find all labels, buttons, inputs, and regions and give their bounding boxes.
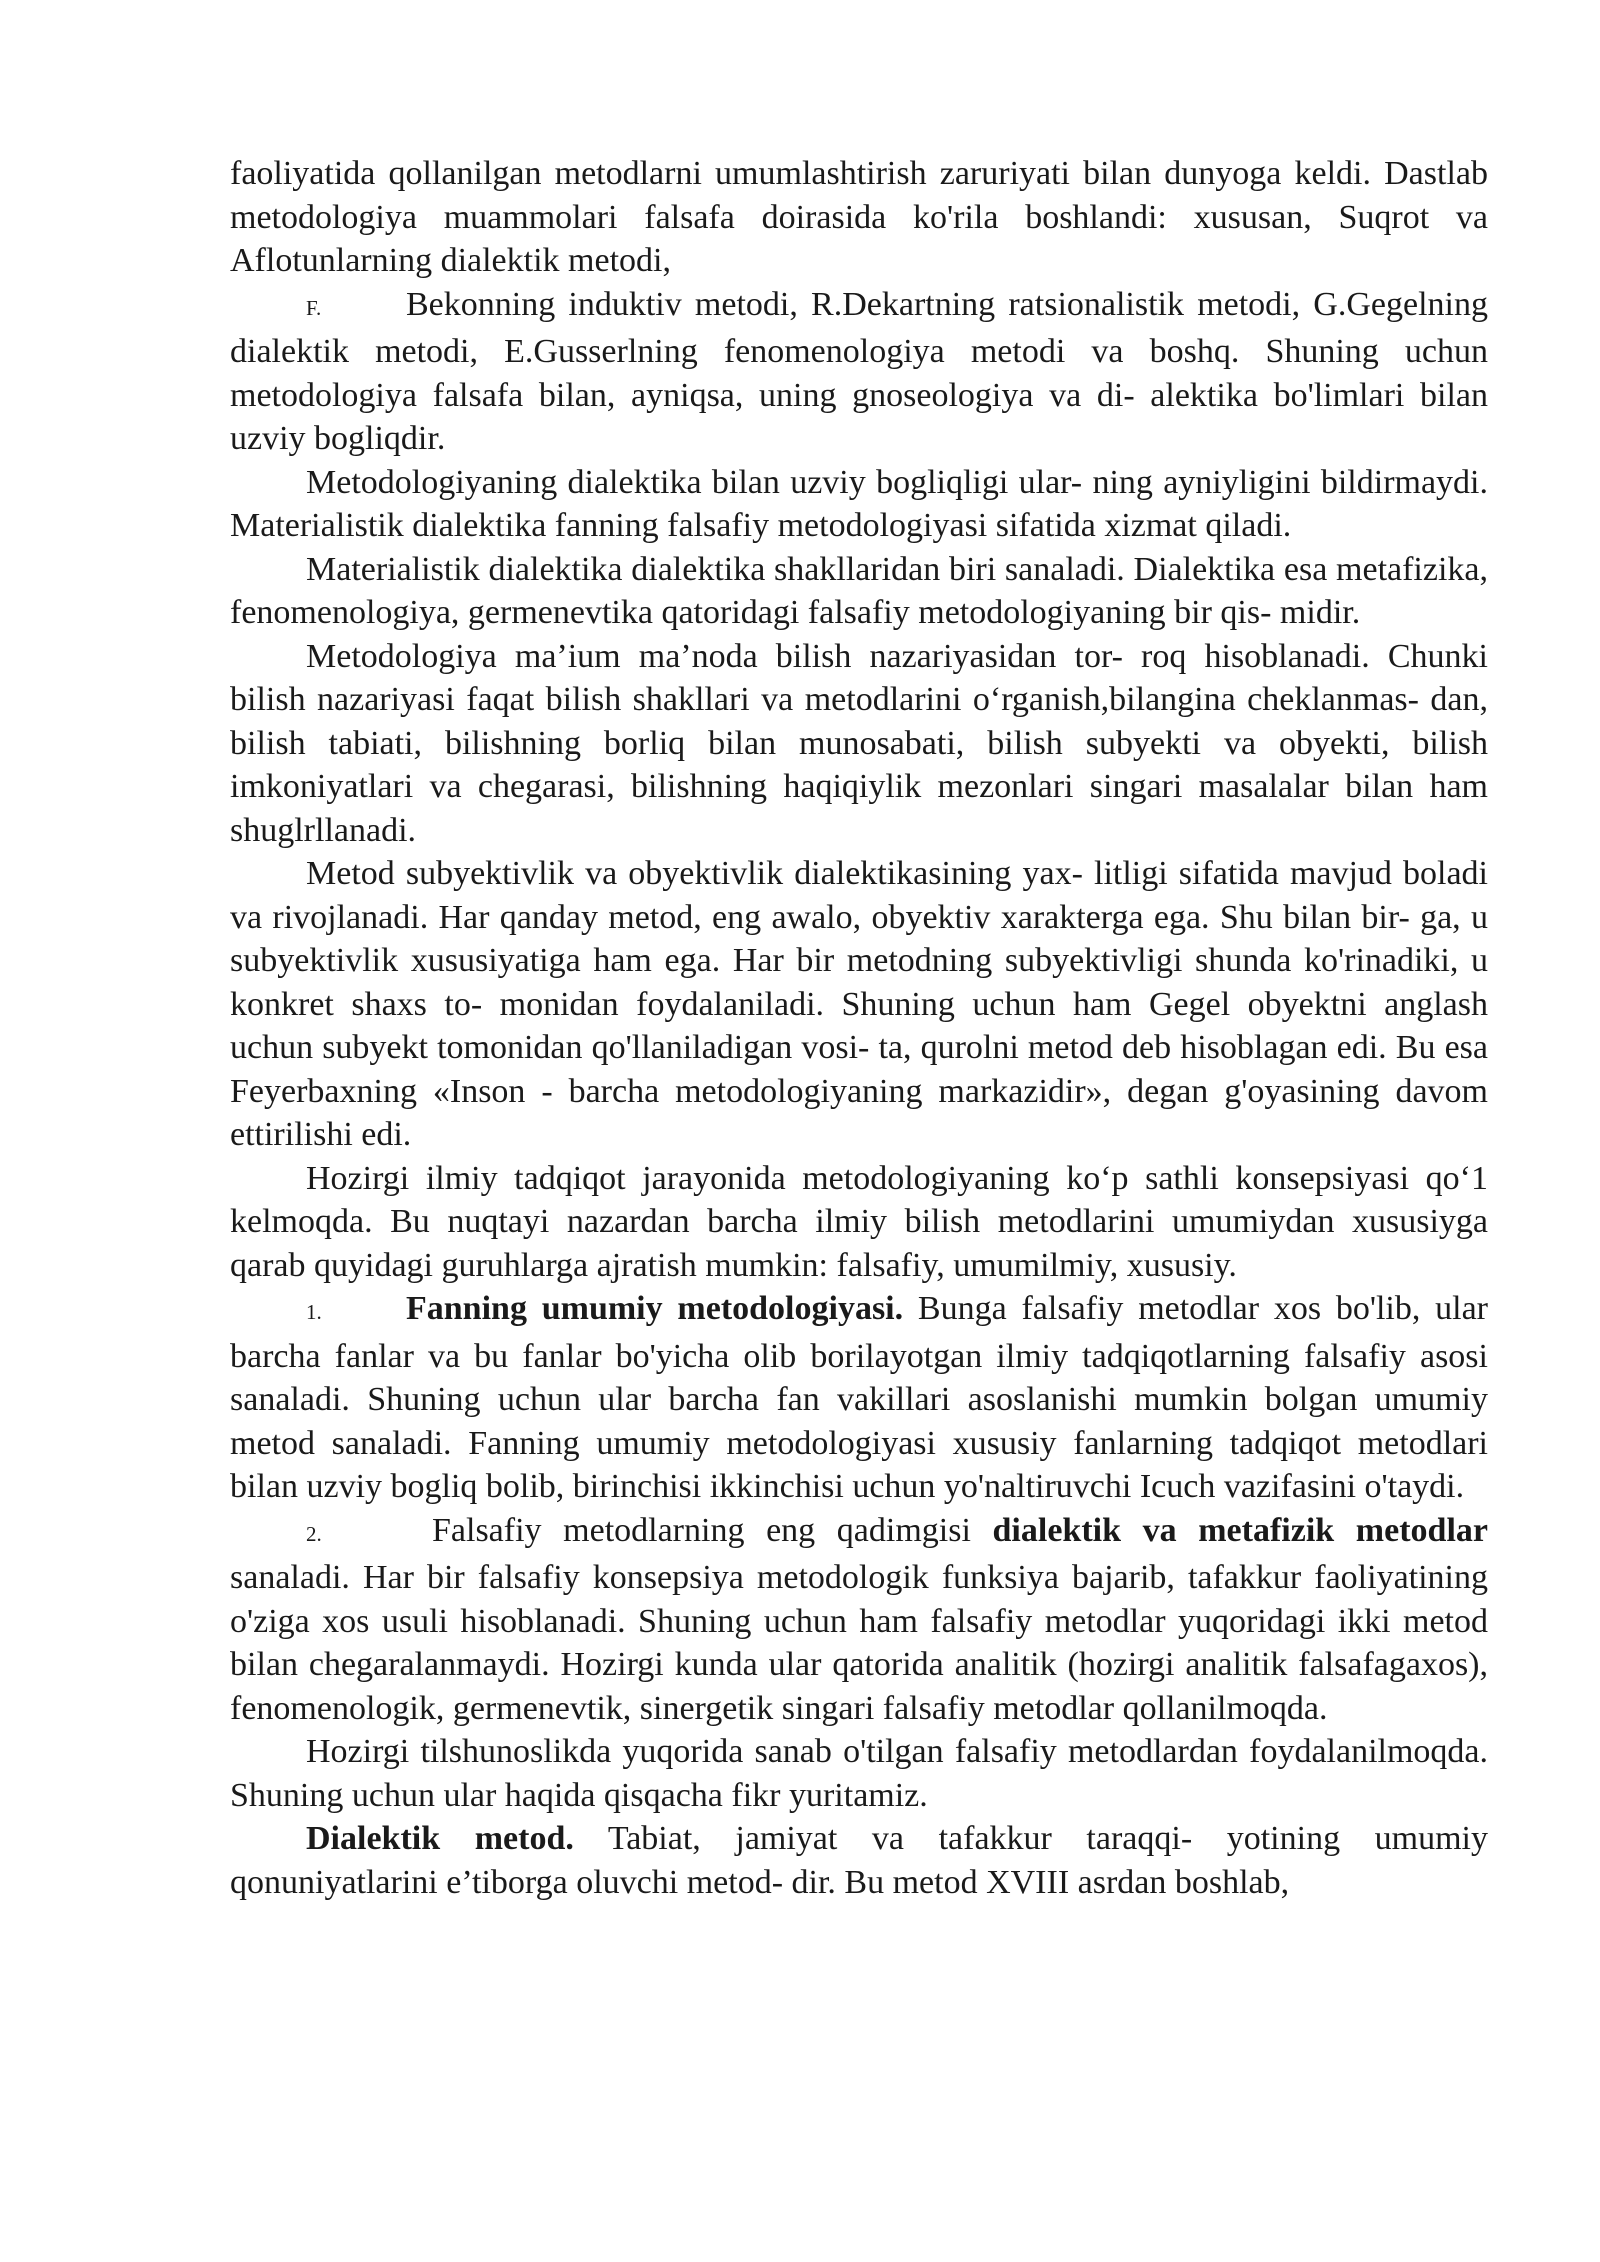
paragraph-10: Hozirgi tilshunoslikda yuqorida sanab o'tilgan falsafiy metodlardan foydalanilmoqda. Shuning uchun ular haqida qisqacha fikr yuritamiz.: [230, 1733, 1488, 1814]
paragraph-7: Hozirgi ilmiy tadqiqot jarayonida metodologiyaning ko‘p sathli konsepsiyasi qo‘1 kelmoqda. Bu nuqtayi nazardan barcha ilmiy bilish metodlarini umumiydan xususiyga qarab quyidagi guruhlarga ajratish mumkin: falsafiy, umumilmiy, xususiy.: [230, 1159, 1488, 1284]
paragraph-1: faoliyatida qollanilgan metodlarni umumlashtirish zaruriyati bilan dunyoga keldi. Dastlab metodologiya muammolari falsafa doirasida ko'rila boshlandi: xususan, Suqrot va Aflotunlarning dialektik metodi,: [230, 155, 1488, 279]
paragraph-2-text: Bekonning induktiv metodi, R.Dekartning ratsionalistik metodi, G.Gegelning dialektik metodi, E.Gusserlning fenomenologiya metodi va boshq. Shuning uchun metodologiya falsafa bilan, ayniqsa, uning gnoseologiya va di- alektika bo'limlari bilan uzviy bogliqdir.: [230, 285, 1488, 457]
paragraph-11: [230, 1817, 1488, 1904]
list-marker-1: 1.: [306, 1300, 322, 1324]
paragraph-3: Metodologiyaning dialektika bilan uzviy bogliqligi ular- ning ayniyligini bildirmaydi. Materialistik dialektika fanning falsafiy metodologiyasi sifatida xizmat qiladi.: [230, 463, 1488, 544]
paragraph-9-text-a: Falsafiy metodlarning eng qadimgisi: [432, 1511, 993, 1549]
paragraph-5: Metodologiya ma’ium ma’noda bilish nazariyasidan tor- roq hisoblanadi. Chunki bilish nazariyasi faqat bilish shakllari va metodlarini o‘rganish,bilangina cheklanmas- dan, bilish tabiati, bilishning borliq bilan munosabati, bilish subyekti va obyekti, bilish imkoniyatlari va chegarasi, bilishning haqiqiylik mezonlari singari masalalar bilan ham shuglrllanadi.: [230, 637, 1488, 849]
list-marker-2: 2.: [306, 1521, 322, 1546]
bold-dialectic-metaphysic-methods: dialektik va metafizik metodlar: [992, 1511, 1488, 1549]
paragraph-2: [230, 283, 1488, 461]
paragraph-4: Materialistik dialektika dialektika shakllaridan biri sanaladi. Dialektika esa metafizika, fenomenologiya, germenevtika qatoridagi falsafiy metodologiyaning bir qis- midir.: [230, 550, 1488, 631]
paragraph-11-text: Tabiat, jamiyat va tafakkur taraqqi- yotining umumiy qonuniyatlarini e’tiborga oluvchi metod- dir. Bu metod XVIII asrdan boshlab,: [230, 1820, 1488, 1901]
paragraph-6: Metod subyektivlik va obyektivlik dialektikasining yax- litligi sifatida mavjud boladi va rivojlanadi. Har qanday metod, eng awalo, obyektiv xarakterga ega. Shu bilan bir- ga, u subyektivlik xususiyatiga ham ega. Har bir metodning subyektivligi shunda ko'rinadiki, u konkret shaxs to- monidan foydalaniladi. Shuning uchun ham Gegel obyektni anglash uchun subyekt tomonidan qo'llaniladigan vosi- ta, qurolni metod deb hisoblagan edi. Bu esa Feyerbaxning «Inson - barcha metodologiyaning markazidir», degan g'oyasining davom ettirilishi edi.: [230, 855, 1488, 1153]
document-page: [230, 152, 1488, 1904]
list-marker-f: F.: [306, 295, 322, 320]
heading-general-methodology: Fanning umumiy metodologiyasi.: [406, 1290, 904, 1327]
paragraph-8-text: Bunga falsafiy metodlar xos bo'lib, ular barcha fanlar va bu fanlar bo'yicha olib borilayotgan ilmiy tadqiqotlarning falsafiy asosi sanaladi. Shuning uchun ular barcha fan vakillari asoslanishi mumkin bolgan umumiy metod sanaladi. Fanning umumiy metodologiyasi xususiy fanlarning tadqiqot metodlari bilan uzviy bogliq bolib, birinchisi ikkinchisi uchun yo'naltiruvchi Icuch vazifasini o'taydi.: [230, 1290, 1488, 1505]
paragraph-8: [230, 1287, 1488, 1509]
paragraph-9-text-b: sanaladi. Har bir falsafiy konsepsiya metodologik funksiya bajarib, tafakkur faoliyatining o'ziga xos usuli hisoblanadi. Shuning uchun ham falsafiy metodlar yuqoridagi ikki metod bilan chegaralanmaydi. Hozirgi kunda ular qatorida analitik (hozirgi analitik falsafagaxos), fenomenologik, germenevtik, sinergetik singari falsafiy metodlar qollanilmoqda.: [230, 1559, 1488, 1727]
paragraph-9: [230, 1509, 1488, 1731]
heading-dialectic-method: Dialektik metod.: [306, 1820, 574, 1857]
